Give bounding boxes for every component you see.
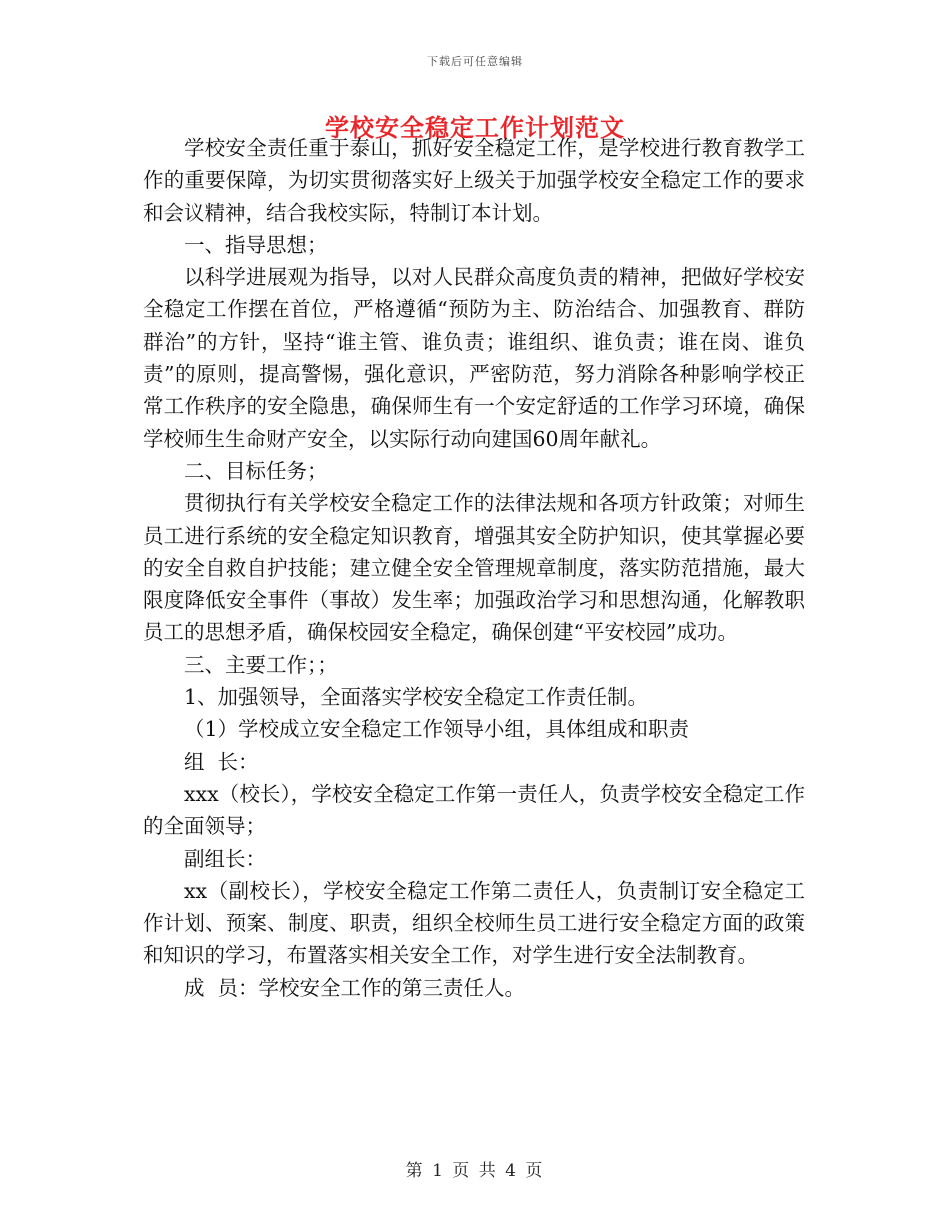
paragraph-guiding-ideology: 以科学进展观为指导，以对人民群众高度负责的精神，把做好学校安全稳定工作摆在首位，严格遵循“预防为主、防治结合、加强教育、群防群治”的方针，坚持“谁主管、谁负责；谁组织、谁负责；谁在岗、谁负责”的原则，提高警惕，强化意识，严密防范，努力消除各种影响学校正常工作秩序的安全隐患，确保师生有一个安定舒适的工作学习环境，确保学校师生生命财产安全，以实际行动向建国60周年献礼。 — [143, 265, 805, 451]
section-heading-goals: 二、目标任务； — [184, 458, 328, 483]
paragraph-members: 成 员：学校安全工作的第三责任人。 — [184, 975, 526, 1000]
page-number-footer: 第 1 页 共 4 页 — [405, 1161, 545, 1181]
paragraph-group-leader: xxx（校长），学校安全稳定工作第一责任人，负责学校安全稳定工作的全面领导； — [143, 781, 805, 839]
section-heading-main-work: 三、主要工作；； — [184, 652, 338, 677]
label-deputy-leader: 副组长： — [184, 846, 266, 871]
paragraph-deputy-leader: xx（副校长），学校安全稳定工作第二责任人，负责制订安全稳定工作计划、预案、制度、职责，组织全校师生员工进行安全稳定方面的政策和知识的学习，布置落实相关安全工作，对学生进行安全法制教育。 — [143, 878, 805, 968]
paragraph-work-item-1-1: （1）学校成立安全稳定工作领导小组，具体组成和职责 — [184, 717, 690, 742]
section-heading-guiding-ideology: 一、指导思想； — [184, 232, 328, 257]
document-body — [143, 132, 805, 1004]
paragraph-intro: 学校安全责任重于泰山，抓好安全稳定工作，是学校进行教育教学工作的重要保障，为切实贯彻落实好上级关于加强学校安全稳定工作的要求和会议精神，结合我校实际，特制订本计划。 — [143, 136, 805, 225]
label-group-leader: 组 长： — [184, 749, 259, 774]
paragraph-goals: 贯彻执行有关学校安全稳定工作的法律法规和各项方针政策；对师生员工进行系统的安全稳定知识教育，增强其安全防护知识，使其掌握必要的安全自救自护技能；建立健全安全管理规章制度，落实防范措施，最大限度降低安全事件（事故）发生率；加强政治学习和思想沟通，化解教职员工的思想矛盾，确保校园安全稳定，确保创建“平安校园”成功。 — [143, 491, 805, 645]
header-note: 下载后可任意编辑 — [427, 55, 523, 68]
paragraph-work-item-1: 1、加强领导，全面落实学校安全稳定工作责任制。 — [184, 685, 649, 710]
document-title: 学校安全稳定工作计划范文 — [325, 113, 625, 142]
